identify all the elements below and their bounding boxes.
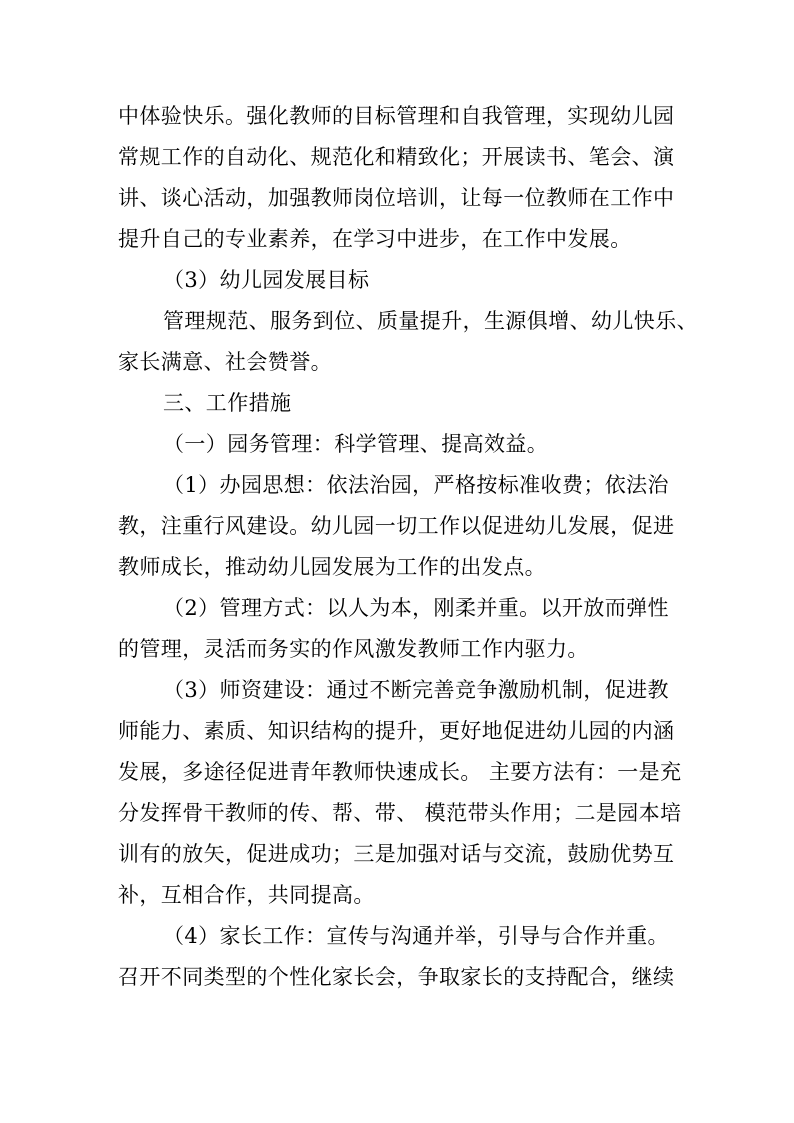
text-line: 发展，多途径促进青年教师快速成长。 主要方法有：一是充	[118, 760, 682, 784]
text-line: 教，注重行风建设。幼儿园一切工作以促进幼儿发展，促进	[118, 514, 675, 538]
text-line: （4）家长工作：宣传与沟通并举，引导与合作并重。	[163, 924, 669, 948]
text-line: 分发挥骨干教师的传、帮、带、 模范带头作用；二是园本培	[118, 801, 682, 825]
text-line: （2）管理方式：以人为本，刚柔并重。以开放而弹性	[163, 596, 669, 620]
text-line: 补，互相合作，共同提高。	[118, 883, 375, 907]
section-heading: 三、工作措施	[163, 391, 292, 415]
text-line: 常规工作的自动化、规范化和精致化；开展读书、笔会、演	[118, 145, 675, 169]
text-line: 讲、谈心活动，加强教师岗位培训，让每一位教师在工作中	[118, 186, 675, 210]
text-line: （3）师资建设：通过不断完善竞争激励机制，促进教	[163, 678, 669, 702]
text-line: （1）办园思想：依法治园，严格按标准收费；依法治	[163, 473, 669, 497]
text-line: 提升自己的专业素养，在学习中进步，在工作中发展。	[118, 227, 632, 251]
text-line: 管理规范、服务到位、质量提升，生源俱增、幼儿快乐、	[163, 309, 698, 333]
text-line: 的管理，灵活而务实的作风激发教师工作内驱力。	[118, 637, 589, 661]
section-heading: （3）幼儿园发展目标	[163, 268, 370, 292]
text-line: 中体验快乐。强化教师的目标管理和自我管理，实现幼儿园	[118, 104, 675, 128]
text-line: 家长满意、社会赞誉。	[118, 350, 332, 374]
text-line: 教师成长，推动幼儿园发展为工作的出发点。	[118, 555, 546, 579]
text-line: 训有的放矢，促进成功；三是加强对话与交流，鼓励优势互	[118, 842, 675, 866]
subsection-heading: （一）园务管理：科学管理、提高效益。	[163, 432, 549, 456]
text-line: 师能力、素质、知识结构的提升，更好地促进幼儿园的内涵	[118, 719, 675, 743]
text-line: 召开不同类型的个性化家长会，争取家长的支持配合，继续	[118, 965, 675, 989]
